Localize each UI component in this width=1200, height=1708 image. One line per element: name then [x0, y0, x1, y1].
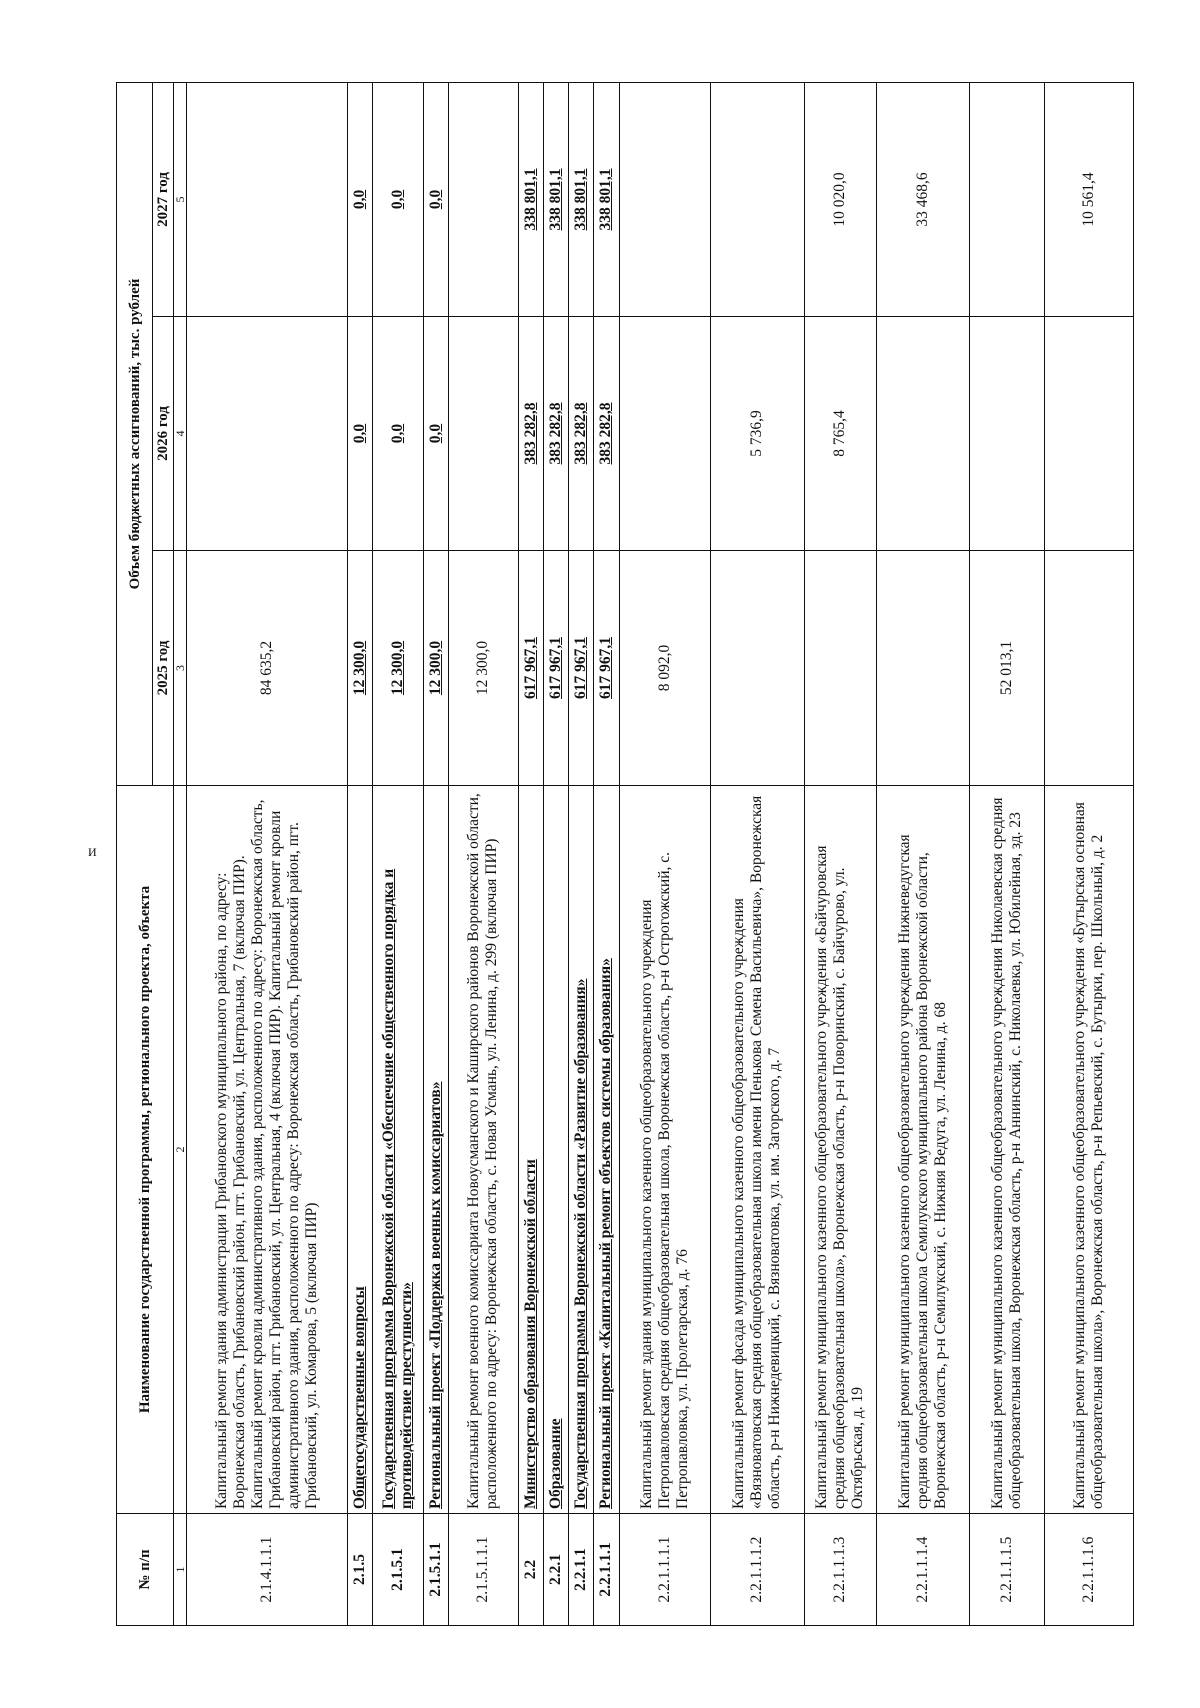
row-value-2025: 8 092,0 [619, 551, 710, 786]
table-row [710, 82, 804, 1625]
row-name: Государственная программа Воронежской области «Развитие образования» [569, 786, 594, 1514]
row-value-2027: 338 801,1 [569, 82, 594, 316]
row-name: Капитальный ремонт военного комиссариата Новоусманского и Каширского районов Воронежской области, расположенного по адресу: Воронежская область, с. Новая Усмань, ул. Ленина, д. 299 (включая ПИР) [448, 786, 518, 1514]
row-value-2027: 0,0 [373, 82, 423, 316]
row-number: 2.1.5.1 [373, 1514, 423, 1626]
header-index-5: 5 [174, 82, 187, 316]
row-value-2025 [876, 551, 970, 786]
row-value-2025 [804, 551, 876, 786]
header-index-2: 2 [174, 786, 187, 1514]
header-index-1: 1 [174, 1514, 187, 1626]
table-row [876, 82, 970, 1625]
row-value-2026: 383 282,8 [569, 317, 594, 551]
row-value-2026: 383 282,8 [543, 317, 568, 551]
row-value-2026 [448, 317, 518, 551]
row-value-2025: 617 967,1 [594, 551, 619, 786]
row-value-2025: 12 300,0 [373, 551, 423, 786]
row-number: 2.2.1.1.1.3 [804, 1514, 876, 1626]
row-number: 2.2.1.1.1.1 [619, 1514, 710, 1626]
table-row [970, 82, 1045, 1625]
row-name: Региональный проект «Поддержка военных комиссариатов» [423, 786, 448, 1514]
row-value-2027: 10 020,0 [804, 82, 876, 316]
row-value-2027: 0,0 [423, 82, 448, 316]
header-number: № п/п [117, 1514, 174, 1626]
table-row [187, 82, 348, 1625]
row-value-2025: 12 300,0 [448, 551, 518, 786]
row-name: Капитальный ремонт муниципального казенного общеобразовательного учреждения «Байчуровская средняя общеобразовательная школа», Воронежская область, р-н Поворинский, с. Байчурово, ул. Октябрьская, д. 19 [804, 786, 876, 1514]
row-number: 2.2.1 [543, 1514, 568, 1626]
row-value-2026 [876, 317, 970, 551]
table-row [518, 82, 543, 1625]
table-row [569, 82, 594, 1625]
table-row [423, 82, 448, 1625]
row-value-2025: 12 300,0 [423, 551, 448, 786]
table-row [1044, 82, 1133, 1625]
header-year-2027: 2027 год [153, 82, 174, 316]
header-index-4: 4 [174, 317, 187, 551]
row-number: 2.2.1.1.1.5 [970, 1514, 1045, 1626]
row-value-2025: 52 013,1 [970, 551, 1045, 786]
row-name: Капитальный ремонт фасада муниципального казенного общеобразовательного учреждения «Вязноватовская средняя общеобразовательная школа имени Пенькова Семена Васильевича», Воронежская область, р-н Нижнедевицкий, с. Вязноватовка, ул. им. Загорского, д. 7 [710, 786, 804, 1514]
row-value-2025 [710, 551, 804, 786]
row-name: Общегосударственные вопросы [348, 786, 373, 1514]
row-value-2025: 12 300,0 [348, 551, 373, 786]
row-number: 2.2.1.1.1 [594, 1514, 619, 1626]
row-value-2026: 0,0 [373, 317, 423, 551]
row-number: 2.2 [518, 1514, 543, 1626]
row-name: Образование [543, 786, 568, 1514]
row-number: 2.1.5.1.1 [423, 1514, 448, 1626]
table-row [348, 82, 373, 1625]
table-row [619, 82, 710, 1625]
header-volume: Объем бюджетных ассигнований, тыс. рублей [117, 82, 153, 785]
row-number: 2.2.1.1.1.4 [876, 1514, 970, 1626]
row-number: 2.1.5 [348, 1514, 373, 1626]
budget-table-rotated [116, 83, 1134, 1626]
row-number: 2.2.1.1.1.2 [710, 1514, 804, 1626]
page-number: И [88, 845, 97, 859]
header-year-2026: 2026 год [153, 317, 174, 551]
row-value-2026 [1044, 317, 1133, 551]
row-name: Капитальный ремонт муниципального казенного общеобразовательного учреждения Нижневедугская средняя общеобразовательная школа Семилукского муниципального района Воронежской области, Воронежская область, р-н Семилукский, с. Нижняя Ведуга, ул. Ленина, д. 68 [876, 786, 970, 1514]
row-value-2026: 0,0 [423, 317, 448, 551]
row-value-2027: 338 801,1 [543, 82, 568, 316]
row-value-2025 [1044, 551, 1133, 786]
row-value-2027 [619, 82, 710, 316]
row-value-2027: 338 801,1 [594, 82, 619, 316]
row-name: Капитальный ремонт муниципального казенного общеобразовательного учреждения «Бутырская основная общеобразовательная школа», Воронежская область, р-н Репьевский, с. Бутырки, пер. Школьный, д. 2 [1044, 786, 1133, 1514]
row-name: Капитальный ремонт муниципального казенного общеобразовательного учреждения Николаевская средняя общеобразовательная школа, Воронежская область, р-н Аннинский, с. Николаевка, ул. Юбилейная, зд. 23 [970, 786, 1045, 1514]
row-value-2027: 0,0 [348, 82, 373, 316]
table-row [448, 82, 518, 1625]
row-value-2027 [710, 82, 804, 316]
row-value-2025: 617 967,1 [543, 551, 568, 786]
table-row [373, 82, 423, 1625]
budget-table [116, 82, 1134, 1626]
row-value-2025: 84 635,2 [187, 551, 348, 786]
row-name: Капитальный ремонт здания муниципального казенного общеобразовательного учреждения Петропавловская средняя общеобразовательная школа, Воронежская область, р-н Острогожский, с. Петропавловка, ул. Пролетарская, д. 76 [619, 786, 710, 1514]
row-value-2027: 10 561,4 [1044, 82, 1133, 316]
row-number: 2.2.1.1.1.6 [1044, 1514, 1133, 1626]
row-value-2027 [448, 82, 518, 316]
row-value-2026 [619, 317, 710, 551]
row-value-2026: 5 736,9 [710, 317, 804, 551]
row-value-2027: 338 801,1 [518, 82, 543, 316]
row-value-2026 [187, 317, 348, 551]
header-name: Наименование государственной программы, регионального проекта, объекта [117, 786, 174, 1514]
row-value-2027 [970, 82, 1045, 316]
table-row [804, 82, 876, 1625]
row-name: Региональный проект «Капитальный ремонт объектов системы образования» [594, 786, 619, 1514]
table-row [543, 82, 568, 1625]
row-number: 2.1.5.1.1.1 [448, 1514, 518, 1626]
row-name: Министерство образования Воронежской области [518, 786, 543, 1514]
row-value-2026: 383 282,8 [594, 317, 619, 551]
row-value-2025: 617 967,1 [569, 551, 594, 786]
row-number: 2.2.1.1 [569, 1514, 594, 1626]
row-value-2026: 383 282,8 [518, 317, 543, 551]
row-value-2025: 617 967,1 [518, 551, 543, 786]
row-name: Государственная программа Воронежской области «Обеспечение общественного порядка и противодействие преступности» [373, 786, 423, 1514]
header-index-3: 3 [174, 551, 187, 786]
table-row [594, 82, 619, 1625]
row-value-2026 [970, 317, 1045, 551]
header-year-2025: 2025 год [153, 551, 174, 786]
row-value-2027 [187, 82, 348, 316]
row-value-2026: 8 765,4 [804, 317, 876, 551]
row-value-2026: 0,0 [348, 317, 373, 551]
row-name: Капитальный ремонт здания администрации Грибановского муниципального района, по адресу: Воронежская область, Грибановский район, пгт. Грибановский, ул. Центральная, 7 (включая ПИР). Капитальный ремонт кровли административного здания, расположенного по адресу: Воронежская область, Грибановский район, пгт. Грибановский, ул. Центральная, 4 (включая ПИР). Капитальный ремонт кровли административного здания, расположенного по адресу: Воронежская область, Грибановский район, пгт. Грибановский, ул. Комарова, 5 (включая ПИР) [187, 786, 348, 1514]
row-number: 2.1.4.1.1.1 [187, 1514, 348, 1626]
row-value-2027: 33 468,6 [876, 82, 970, 316]
